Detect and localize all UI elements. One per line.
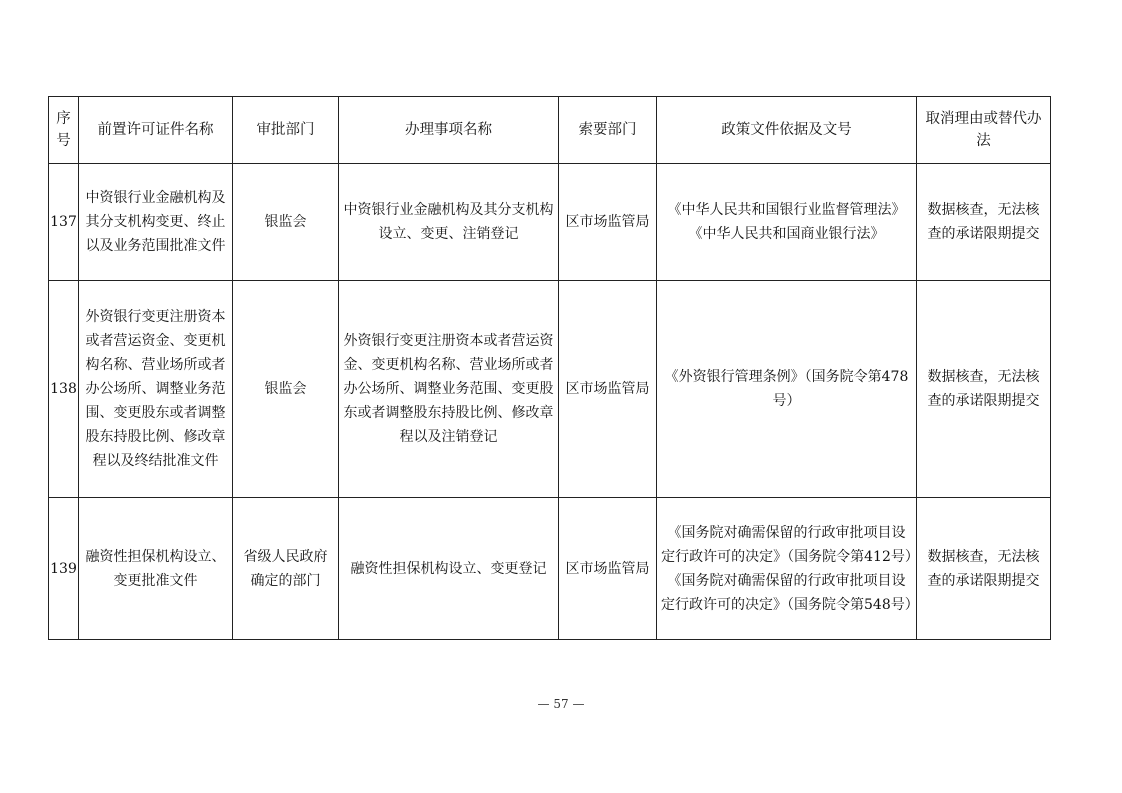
row-cancel-reason: 数据核查，无法核查的承诺限期提交: [917, 164, 1051, 281]
header-policy-basis: 政策文件依据及文号: [657, 97, 917, 164]
header-item-name: 办理事项名称: [339, 97, 559, 164]
row-seq: 138: [49, 281, 79, 498]
policy-table: [48, 96, 1051, 640]
row-seq: 137: [49, 164, 79, 281]
row-approval-dept: 省级人民政府确定的部门: [233, 498, 339, 640]
row-license-name: 中资银行业金融机构及其分支机构变更、终止以及业务范围批准文件: [79, 164, 233, 281]
row-cancel-reason: 数据核查，无法核查的承诺限期提交: [917, 281, 1051, 498]
header-seq: 序号: [49, 97, 79, 164]
table-row: [49, 498, 1051, 640]
row-item-name: 中资银行业金融机构及其分支机构设立、变更、注销登记: [339, 164, 559, 281]
policy-table-container: [48, 96, 1051, 640]
row-request-dept: 区市场监管局: [559, 498, 657, 640]
header-request-dept: 索要部门: [559, 97, 657, 164]
table-row: [49, 281, 1051, 498]
row-cancel-reason: 数据核查，无法核查的承诺限期提交: [917, 498, 1051, 640]
row-approval-dept: 银监会: [233, 164, 339, 281]
row-seq: 139: [49, 498, 79, 640]
header-cancel-reason: 取消理由或替代办法: [917, 97, 1051, 164]
row-policy-basis: 《国务院对确需保留的行政审批项目设定行政许可的决定》（国务院令第412号）《国务院对确需保留的行政审批项目设定行政许可的决定》（国务院令第548号）: [657, 498, 917, 640]
header-approval-dept: 审批部门: [233, 97, 339, 164]
row-policy-basis: 《外资银行管理条例》（国务院令第478号）: [657, 281, 917, 498]
row-item-name: 融资性担保机构设立、变更登记: [339, 498, 559, 640]
row-license-name: 外资银行变更注册资本或者营运资金、变更机构名称、营业场所或者办公场所、调整业务范围、变更股东或者调整股东持股比例、修改章程以及终结批准文件: [79, 281, 233, 498]
row-license-name: 融资性担保机构设立、变更批准文件: [79, 498, 233, 640]
row-item-name: 外资银行变更注册资本或者营运资金、变更机构名称、营业场所或者办公场所、调整业务范围、变更股东或者调整股东持股比例、修改章程以及注销登记: [339, 281, 559, 498]
row-policy-basis: 《中华人民共和国银行业监督管理法》《中华人民共和国商业银行法》: [657, 164, 917, 281]
row-request-dept: 区市场监管局: [559, 164, 657, 281]
row-request-dept: 区市场监管局: [559, 281, 657, 498]
page-number: — 57 —: [537, 697, 585, 711]
table-row: [49, 164, 1051, 281]
header-row: [49, 97, 1051, 164]
row-approval-dept: 银监会: [233, 281, 339, 498]
header-license-name: 前置许可证件名称: [79, 97, 233, 164]
